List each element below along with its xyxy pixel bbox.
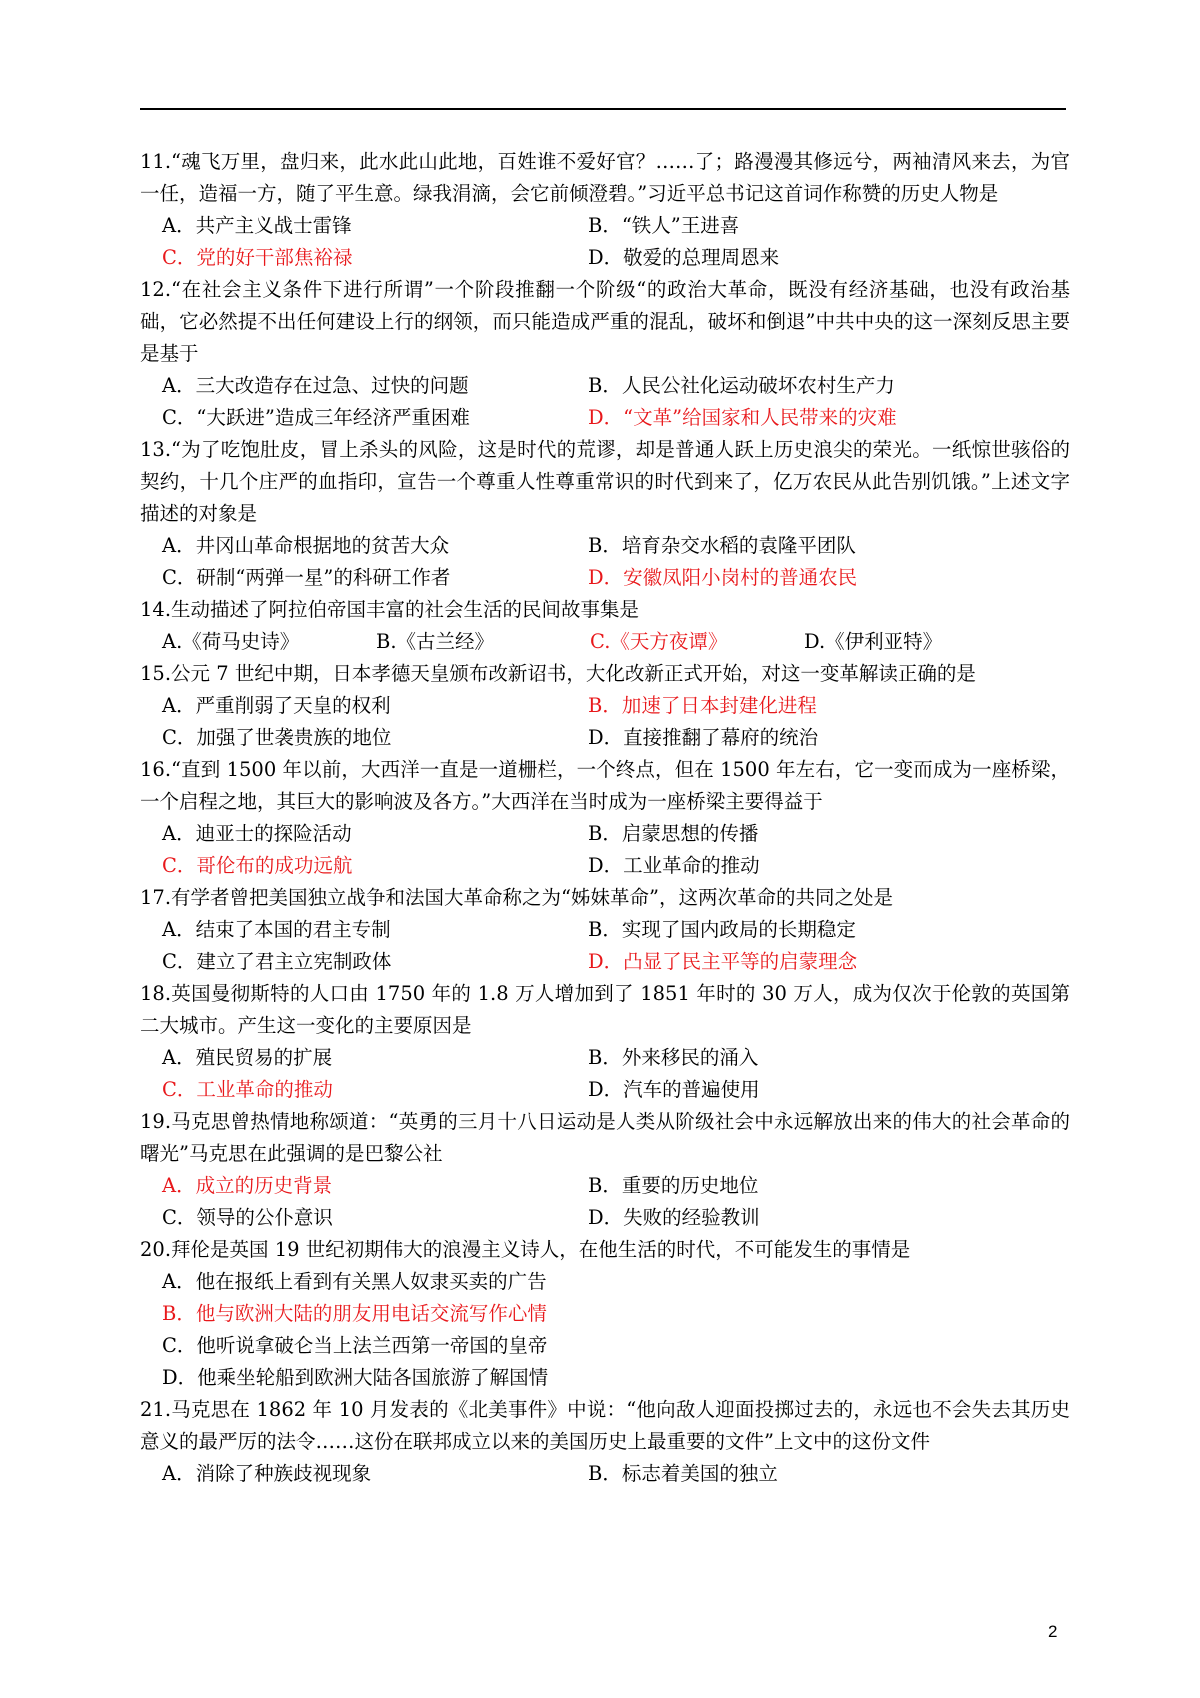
option: C．研制“两弹一星”的科研工作者 — [162, 566, 451, 589]
option: A．消除了种族歧视现象 — [162, 1462, 372, 1485]
option: D.《伊利亚特》 — [804, 630, 943, 653]
option: C．加强了世袭贵族的地位 — [162, 726, 392, 749]
option-list — [140, 626, 1070, 658]
question-number: 16. — [140, 758, 172, 781]
question-12 — [140, 274, 1070, 434]
question-text: 英国曼彻斯特的人口由 1750 年的 1.8 万人增加到了 1851 年时的 30 万人，成为仅次于伦敦的英国第二大城市。产生这一变化的主要原因是 — [140, 982, 1070, 1037]
option: D．直接推翻了幕府的统治 — [588, 726, 819, 749]
question-number: 20. — [140, 1238, 172, 1261]
question-14 — [140, 594, 1070, 658]
option: D．敬爱的总理周恩来 — [588, 246, 780, 269]
question-number: 19. — [140, 1110, 172, 1133]
option: B．启蒙思想的传播 — [588, 822, 759, 845]
option: B．实现了国内政局的长期稳定 — [588, 918, 856, 941]
option-list — [140, 690, 1070, 754]
question-stem — [140, 1106, 1070, 1170]
question-17 — [140, 882, 1070, 978]
question-16 — [140, 754, 1070, 882]
option: A．共产主义战士雷锋 — [162, 214, 352, 237]
question-18 — [140, 978, 1070, 1106]
page-number: 2 — [1048, 1622, 1058, 1641]
question-text: 马克思在 1862 年 10 月发表的《北美事件》中说：“他向敌人迎面投掷过去的，永远也不会失去其历史意义的最严厉的法令……这份在联邦成立以来的美国历史上最重要的文件”上文中的这份文件 — [140, 1398, 1070, 1453]
option: B．培育杂交水稻的袁隆平团队 — [588, 534, 856, 557]
option: A．严重削弱了天皇的权利 — [162, 694, 391, 717]
option-list — [140, 914, 1070, 978]
option: D．汽车的普遍使用 — [588, 1078, 760, 1101]
option: B．重要的历史地位 — [588, 1174, 759, 1197]
question-21 — [140, 1394, 1070, 1490]
question-20 — [140, 1234, 1070, 1394]
option-list — [140, 1170, 1070, 1234]
question-stem — [140, 274, 1070, 370]
question-number: 14. — [140, 598, 172, 621]
option: A.《荷马史诗》 — [162, 630, 300, 653]
question-text: “为了吃饱肚皮，冒上杀头的风险，这是时代的荒谬，却是普通人跃上历史浪尖的荣光。一纸惊世骇俗的契约，十几个庄严的血指印，宣告一个尊重人性尊重常识的时代到来了，亿万农民从此告别饥饿。”上述文字描述的对象是 — [140, 438, 1070, 525]
option-list — [140, 1458, 1070, 1490]
option: D．失败的经验教训 — [588, 1206, 760, 1229]
option-answer: C．工业革命的推动 — [162, 1078, 333, 1101]
option: C．建立了君主立宪制政体 — [162, 950, 392, 973]
question-number: 17. — [140, 886, 172, 909]
option: B．标志着美国的独立 — [588, 1462, 778, 1485]
question-text: 马克思曾热情地称颂道：“英勇的三月十八日运动是人类从阶级社会中永远解放出来的伟大的社会革命的曙光”马克思在此强调的是巴黎公社 — [140, 1110, 1070, 1165]
option: A．殖民贸易的扩展 — [162, 1046, 333, 1069]
question-number: 18. — [140, 982, 172, 1005]
header-rule — [140, 108, 1066, 110]
question-stem — [140, 434, 1070, 530]
question-number: 13. — [140, 438, 172, 461]
option: A．结束了本国的君主专制 — [162, 918, 391, 941]
question-stem — [140, 146, 1070, 210]
question-11 — [140, 146, 1070, 274]
question-number: 21. — [140, 1398, 172, 1421]
question-text: “魂飞万里，盘归来，此水此山此地，百姓谁不爱好官？……了；路漫漫其修远兮，两袖清风来去，为官一任，造福一方，随了平生意。绿我涓滴，会它前倾澄碧。”习近平总书记这首词作称赞的历史人物是 — [140, 150, 1070, 205]
option-answer: D．“文革”给国家和人民带来的灾难 — [588, 406, 897, 429]
option: A．他在报纸上看到有关黑人奴隶买卖的广告 — [162, 1270, 547, 1293]
option-answer: D．安徽凤阳小岗村的普通农民 — [588, 566, 858, 589]
option: B．“铁人”王进喜 — [588, 214, 740, 237]
option-list — [140, 210, 1070, 274]
question-number: 12. — [140, 278, 172, 301]
question-text: 有学者曾把美国独立战争和法国大革命称之为“姊妹革命”，这两次革命的共同之处是 — [171, 886, 893, 909]
option-answer: D．凸显了民主平等的启蒙理念 — [588, 950, 858, 973]
question-list — [140, 146, 1070, 1490]
option: C．领导的公仆意识 — [162, 1206, 333, 1229]
option: A．迪亚士的探险活动 — [162, 822, 352, 845]
question-text: “在社会主义条件下进行所谓”一个阶段推翻一个阶级“的政治大革命，既没有经济基础，也没有政治基础，它必然提不出任何建设上行的纲领，而只能造成严重的混乱，破坏和倒退”中共中央的这一深刻反思主要是基于 — [140, 278, 1070, 365]
option-list — [140, 1042, 1070, 1106]
question-stem — [140, 754, 1070, 818]
question-stem — [140, 1394, 1070, 1458]
option-list — [140, 818, 1070, 882]
question-19 — [140, 1106, 1070, 1234]
question-stem — [140, 1234, 1070, 1266]
question-stem — [140, 978, 1070, 1042]
option-answer: B．他与欧洲大陆的朋友用电话交流写作心情 — [162, 1302, 547, 1325]
option-answer: C．哥伦布的成功远航 — [162, 854, 353, 877]
question-stem — [140, 882, 1070, 914]
option-answer: A．成立的历史背景 — [162, 1174, 333, 1197]
question-text: 公元 7 世纪中期，日本孝德天皇颁布改新诏书，大化改新正式开始，对这一变革解读正确的是 — [171, 662, 976, 685]
option: C．“大跃进”造成三年经济严重困难 — [162, 406, 470, 429]
option: A．三大改造存在过急、过快的问题 — [162, 374, 469, 397]
option: A．井冈山革命根据地的贫苦大众 — [162, 534, 450, 557]
question-15 — [140, 658, 1070, 754]
option-list — [140, 530, 1070, 594]
option: D．工业革命的推动 — [588, 854, 760, 877]
option: B．外来移民的涌入 — [588, 1046, 759, 1069]
question-number: 15. — [140, 662, 172, 685]
question-stem — [140, 658, 1070, 690]
question-text: “直到 1500 年以前，大西洋一直是一道栅栏，一个终点，但在 1500 年左右，它一变而成为一座桥梁，一个启程之地，其巨大的影响波及各方。”大西洋在当时成为一座桥梁主要得益于 — [140, 758, 1070, 813]
option-answer: C．党的好干部焦裕禄 — [162, 246, 353, 269]
option: C．他听说拿破仑当上法兰西第一帝国的皇帝 — [162, 1334, 548, 1357]
option: B．人民公社化运动破坏农村生产力 — [588, 374, 895, 397]
question-text: 生动描述了阿拉伯帝国丰富的社会生活的民间故事集是 — [171, 598, 640, 621]
option-answer: C.《天方夜谭》 — [590, 630, 728, 653]
option-list — [140, 1266, 1070, 1394]
option: B.《古兰经》 — [376, 630, 495, 653]
question-text: 拜伦是英国 19 世纪初期伟大的浪漫主义诗人，在他生活的时代，不可能发生的事情是 — [171, 1238, 911, 1261]
option-list — [140, 370, 1070, 434]
option: D．他乘坐轮船到欧洲大陆各国旅游了解国情 — [162, 1366, 549, 1389]
question-13 — [140, 434, 1070, 594]
option-answer: B．加速了日本封建化进程 — [588, 694, 817, 717]
question-stem — [140, 594, 1070, 626]
question-number: 11. — [140, 150, 172, 173]
